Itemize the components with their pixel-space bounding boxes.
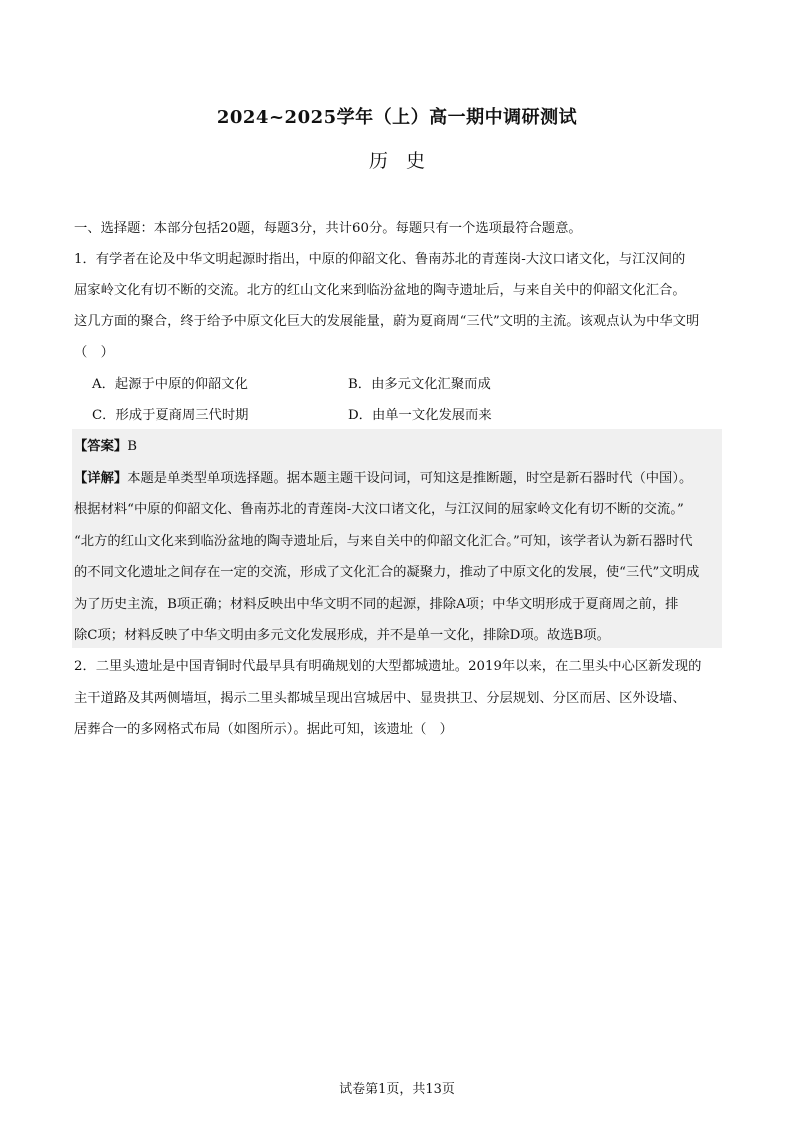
page-footer: 试卷第1页，共13页 xyxy=(339,1082,455,1097)
question-stem-line: 居葬合一的多网格式布局（如图所示）。据此可知，该遗址（ ） xyxy=(74,722,453,737)
page-title: 2024~2025学年（上）高一期中调研测试 xyxy=(216,107,578,128)
section-heading: 一、选择题：本部分包括20题，每题3分，共计60分。每题只有一个选项最符合题意。 xyxy=(74,221,582,236)
detail-line: “北方的红山文化来到临汾盆地的陶寺遗址后，与来自关中的仰韶文化汇合。”可知，该学者认为新石器时代 xyxy=(74,534,693,549)
detail-line: 除C项；材料反映了中华文明由多元文化发展形成，并不是单一文化，排除D项。故选B项。 xyxy=(74,628,610,643)
detail-text: 本题是单类型单项选择题。据本题主题干设问词，可知这是推断题，时空是新石器时代（中国）。 xyxy=(127,471,693,486)
question-stem-line: 主干道路及其两侧墙垣，揭示二里头都城呈现出宫城居中、显贵拱卫、分层规划、分区而居、区外设墙、 xyxy=(74,691,686,706)
question-stem-line: 这几方面的聚合，终于给予中原文化巨大的发展能量，蔚为夏商周“三代”文明的主流。该观点认为中华文明 xyxy=(74,314,700,329)
answer-line xyxy=(74,437,722,457)
detail-line: 为了历史主流，B项正确；材料反映出中华文明不同的起源，排除A项；中华文明形成于夏商周之前，排 xyxy=(74,597,679,612)
detail-label: 【详解】 xyxy=(74,471,128,486)
answer-value: B xyxy=(127,439,137,454)
question-stem-line: 1．有学者在论及中华文明起源时指出，中原的仰韶文化、鲁南苏北的青莲岗-大汶口诸文化，与江汉间的 xyxy=(74,252,686,267)
detail-line xyxy=(74,469,722,489)
answer-label: 【答案】 xyxy=(74,439,128,454)
option-b: B．由多元文化汇聚而成 xyxy=(348,377,491,392)
question-stem-line: （ ） xyxy=(74,345,114,360)
question-stem-line: 2．二里头遗址是中国青铜时代最早具有明确规划的大型都城遗址。2019年以来，在二里头中心区新发现的 xyxy=(74,659,702,674)
option-a: A．起源于中原的仰韶文化 xyxy=(92,377,248,392)
option-c: C．形成于夏商周三代时期 xyxy=(92,408,249,423)
subject-title: 历史 xyxy=(368,150,443,172)
detail-line: 的不同文化遗址之间存在一定的交流，形成了文化汇合的凝聚力，推动了中原文化的发展，使“三代”文明成 xyxy=(74,565,700,580)
option-d: D．由单一文化发展而来 xyxy=(348,408,492,423)
question-stem-line: 屈家岭文化有切不断的交流。北方的红山文化来到临汾盆地的陶寺遗址后，与来自关中的仰韶文化汇合。 xyxy=(74,283,686,298)
detail-line: 根据材料“中原的仰韶文化、鲁南苏北的青莲岗-大汶口诸文化，与江汉间的屈家岭文化有切不断的交流。” xyxy=(74,502,684,517)
